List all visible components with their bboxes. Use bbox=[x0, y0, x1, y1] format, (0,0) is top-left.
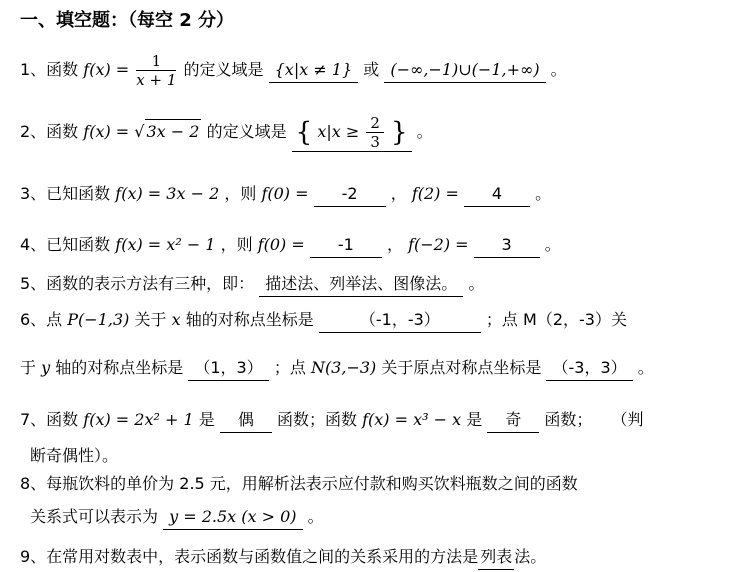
q6-answer-1: （-1，-3） bbox=[319, 308, 481, 333]
q2-end: 。 bbox=[416, 122, 433, 141]
question-6-line-2 bbox=[20, 356, 654, 381]
q1-text: 的定义域是 bbox=[183, 60, 264, 79]
q6-t4: 于 bbox=[20, 358, 37, 377]
q1-frac-den: x + 1 bbox=[136, 71, 177, 89]
q1-num: 1、函数 bbox=[20, 60, 79, 79]
q5-answer: 描述法、列举法、图像法。 bbox=[259, 272, 463, 297]
question-7-line-2 bbox=[30, 444, 118, 468]
q6-point-p: P(−1,3) bbox=[67, 310, 130, 329]
question-8-line-1 bbox=[20, 472, 578, 496]
q6-t3: ；点 M（2，-3）关 bbox=[485, 310, 627, 329]
q6-y-var: y bbox=[41, 358, 51, 377]
q6-t7: 关于原点对称点坐标是 bbox=[381, 358, 542, 377]
q1-end: 。 bbox=[550, 60, 567, 79]
q3-answer-2: 4 bbox=[464, 182, 530, 207]
q7-t6: 断奇偶性）。 bbox=[30, 446, 119, 465]
q3-sep: ， bbox=[390, 184, 407, 203]
q7-t2: 函数；函数 bbox=[276, 410, 357, 429]
q6-answer-2: （1，3） bbox=[188, 356, 268, 381]
q2-answer bbox=[292, 114, 412, 152]
section-title: 一、填空题：（每空 2 分） bbox=[20, 10, 235, 31]
q1-fraction bbox=[136, 52, 176, 89]
q7-fx2: f(x) = x³ − x bbox=[362, 410, 462, 429]
q3-fx: f(x) = 3x − 2 bbox=[115, 184, 220, 203]
q7-t4: 函数； bbox=[544, 410, 593, 429]
q5-text: 5、函数的表示方法有三种，即： bbox=[20, 274, 255, 293]
q2-ans-num: 2 bbox=[366, 114, 384, 133]
q7-t3: 是 bbox=[466, 410, 483, 429]
q2-lbrace: { bbox=[295, 117, 313, 148]
q1-fx: f(x) = bbox=[83, 60, 130, 79]
q4-mid: ，则 bbox=[220, 235, 253, 254]
q7-answer-2: 奇 bbox=[487, 408, 539, 433]
q4-num: 4、已知函数 bbox=[20, 235, 111, 254]
q2-num: 2、函数 bbox=[20, 122, 79, 141]
q2-fx: f(x) = bbox=[83, 122, 130, 141]
q4-f0: f(0) = bbox=[257, 235, 305, 254]
q2-ans-var: x|x ≥ bbox=[317, 122, 360, 141]
q6-t5: 轴的对称点坐标是 bbox=[55, 358, 184, 377]
q4-f2: f(−2) = bbox=[408, 235, 469, 254]
q6-end: 。 bbox=[637, 358, 654, 377]
question-6-line-1 bbox=[20, 308, 627, 333]
q8-t1: 8、每瓶饮料的单价为 2.5 元，用解析法表示应付款和购买饮料瓶数之间的函数 bbox=[20, 474, 578, 493]
question-3 bbox=[20, 182, 551, 207]
q9-end: 法。 bbox=[514, 547, 547, 566]
q8-end: 。 bbox=[307, 507, 324, 526]
q7-answer-1: 偶 bbox=[220, 408, 272, 433]
question-1 bbox=[20, 52, 567, 89]
q3-answer-1: -2 bbox=[314, 182, 386, 207]
q9-answer: 列表 bbox=[478, 545, 514, 570]
q6-num: 6、点 bbox=[20, 310, 63, 329]
q6-t1: 关于 bbox=[134, 310, 167, 329]
q1-or: 或 bbox=[363, 60, 380, 79]
question-5 bbox=[20, 272, 484, 297]
q7-fx1: f(x) = 2x² + 1 bbox=[83, 410, 194, 429]
q6-point-n: N(3,−3) bbox=[310, 358, 377, 377]
q2-ans-fraction bbox=[366, 114, 384, 151]
q3-f2: f(2) = bbox=[411, 184, 459, 203]
q8-t2: 关系式可以表示为 bbox=[30, 507, 159, 526]
q2-sqrt-sign: √ bbox=[134, 122, 145, 141]
q7-t5: （判 bbox=[611, 410, 644, 429]
q3-end: 。 bbox=[535, 184, 552, 203]
q8-answer: y = 2.5x (x > 0) bbox=[163, 505, 302, 530]
q2-rbrace: } bbox=[390, 117, 408, 148]
q6-answer-3: （-3，3） bbox=[546, 356, 632, 381]
q4-answer-2: 3 bbox=[474, 233, 540, 258]
question-4 bbox=[20, 233, 561, 258]
question-2 bbox=[20, 114, 433, 152]
q1-frac-num: 1 bbox=[136, 52, 176, 71]
question-8-line-2 bbox=[30, 505, 324, 530]
q4-fx: f(x) = x² − 1 bbox=[115, 235, 216, 254]
q7-t1: 是 bbox=[198, 410, 215, 429]
q2-text: 的定义域是 bbox=[206, 122, 287, 141]
question-9 bbox=[20, 545, 546, 570]
q4-sep: ， bbox=[386, 235, 403, 254]
q9-t1: 9、在常用对数表中，表示函数与函数值之间的关系采用的方法是 bbox=[20, 547, 479, 566]
q1-answer-a: {x|x ≠ 1} bbox=[269, 58, 359, 83]
q2-radicand: 3x − 2 bbox=[145, 119, 202, 144]
q7-num: 7、函数 bbox=[20, 410, 79, 429]
q1-answer-b: (−∞,−1)∪(−1,+∞) bbox=[384, 58, 545, 83]
q6-t6: ；点 bbox=[273, 358, 306, 377]
q4-end: 。 bbox=[544, 235, 561, 254]
q5-end: 。 bbox=[468, 274, 485, 293]
q3-f0: f(0) = bbox=[261, 184, 309, 203]
q6-t2: 轴的对称点坐标是 bbox=[185, 310, 314, 329]
q6-x-var: x bbox=[171, 310, 181, 329]
q2-ans-den: 3 bbox=[370, 133, 380, 151]
q4-answer-1: -1 bbox=[310, 233, 382, 258]
question-7-line-1 bbox=[20, 408, 644, 433]
q3-mid: ，则 bbox=[224, 184, 257, 203]
q3-num: 3、已知函数 bbox=[20, 184, 111, 203]
